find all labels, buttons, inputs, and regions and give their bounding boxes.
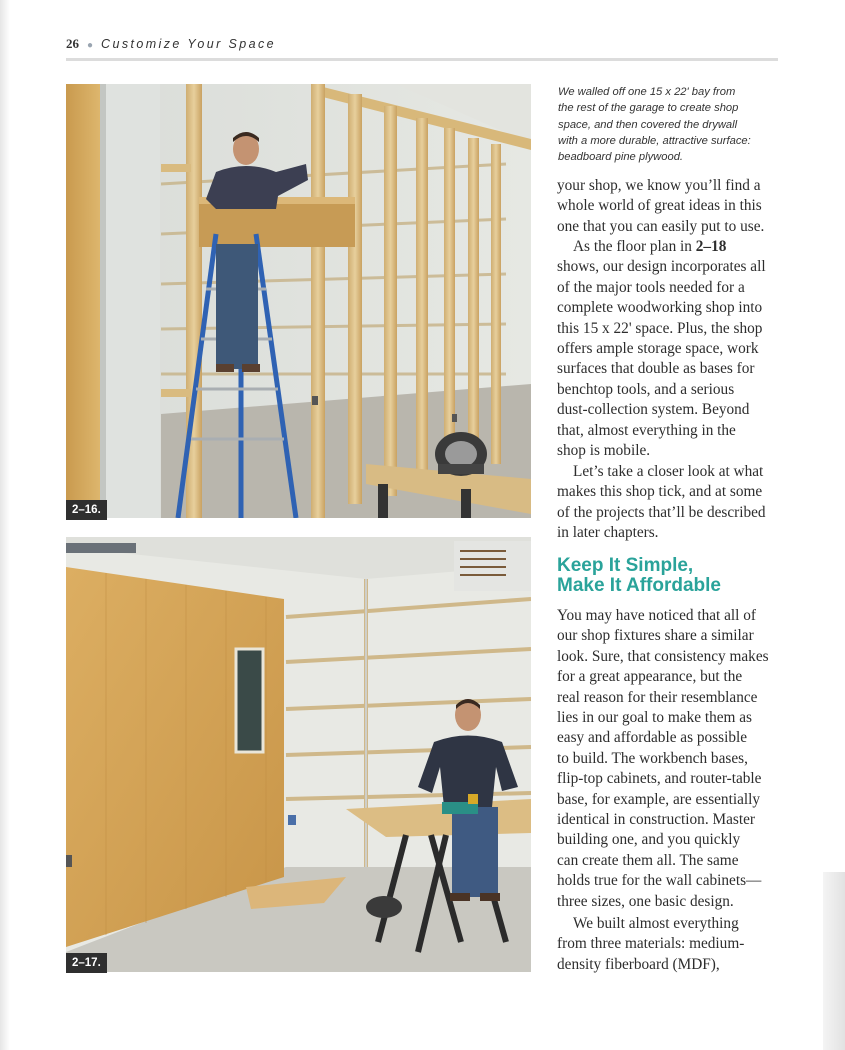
text-line: density fiberboard (MDF),: [557, 955, 720, 973]
caption-line: space, and then covered the drywall: [558, 118, 738, 131]
text-line: look. Sure, that consistency makes: [557, 647, 769, 665]
text-line: We built almost everything: [573, 915, 739, 932]
header-rule: [66, 58, 778, 61]
page-number: 26: [66, 36, 79, 51]
caption-line: We walled off one 15 x 22' bay from: [558, 86, 736, 98]
text-line: holds true for the wall cabinets—: [557, 872, 762, 890]
text-line: for a great appearance, but the: [557, 668, 743, 686]
text-line: [557, 237, 781, 257]
text-line: benchtop tools, and a serious: [557, 380, 735, 398]
text-line: lies in our goal to make them as: [557, 709, 752, 727]
caption-line: with a more durable, attractive surface:: [558, 134, 751, 147]
text-line: surfaces that double as bases for: [557, 360, 755, 378]
figure-label-2-17: 2–17.: [66, 953, 107, 973]
section-heading: [557, 556, 787, 596]
text-line: building one, and you quickly: [557, 831, 741, 849]
photo-finished-shop-wall: [66, 537, 531, 972]
text-span: As the floor plan in: [573, 238, 696, 255]
figure-reference: 2–18: [695, 238, 727, 255]
text-line: this 15 x 22' space. Plus, the shop: [557, 319, 763, 337]
text-line: in later chapters.: [557, 524, 659, 542]
text-line: three sizes, one basic design.: [557, 892, 734, 910]
text-line: to build. The workbench bases,: [557, 749, 748, 767]
text-line: our shop fixtures share a similar: [557, 627, 754, 645]
bullet-icon: ●: [87, 40, 94, 51]
body-paragraph-4: [557, 606, 781, 912]
page-gutter-shadow: [0, 0, 10, 1050]
text-line: dust-collection system. Beyond: [557, 401, 750, 419]
page-edge-tab: [823, 872, 845, 1050]
text-line: Let’s take a closer look at what: [573, 463, 764, 480]
text-line: offers ample storage space, work: [557, 340, 759, 358]
body-paragraph-1: [557, 176, 781, 237]
text-line: can create them all. The same: [557, 851, 739, 869]
photo-framing-wall: [66, 84, 531, 518]
text-line: of the major tools needed for a: [557, 278, 745, 296]
text-line: shows, our design incorporates all: [557, 258, 766, 276]
text-line: shop is mobile.: [557, 442, 651, 460]
caption-line: beadboard pine plywood.: [558, 151, 684, 164]
text-line: that, almost everything in the: [557, 421, 736, 439]
text-line: flip-top cabinets, and router-table: [557, 770, 762, 788]
text-line: base, for example, are essentially: [557, 790, 761, 808]
heading-line: Keep It Simple,: [557, 555, 694, 576]
text-line: from three materials: medium-: [557, 935, 745, 953]
text-line: easy and affordable as possible: [557, 729, 748, 747]
body-paragraph-5: [557, 914, 781, 975]
photo-caption: [558, 84, 780, 165]
text-line: of the projects that’ll be described: [557, 503, 766, 521]
body-paragraph-2: [557, 237, 781, 461]
text-line: makes this shop tick, and at some: [557, 483, 763, 501]
text-line: real reason for their resemblance: [557, 688, 758, 706]
text-line: complete woodworking shop into: [557, 299, 763, 317]
text-line: identical in construction. Master: [557, 811, 755, 829]
text-line: one that you can easily put to use.: [557, 217, 765, 235]
heading-line: Make It Affordable: [557, 575, 721, 596]
figure-label-2-16: 2–16.: [66, 500, 107, 520]
caption-line: the rest of the garage to create shop: [558, 102, 739, 115]
text-line: whole world of great ideas in this: [557, 197, 762, 215]
text-line: You may have noticed that all of: [557, 607, 756, 624]
text-line: your shop, we know you’ll find a: [557, 177, 761, 194]
running-header: [66, 36, 778, 58]
section-title: Customize Your Space: [101, 37, 276, 51]
body-paragraph-3: [557, 462, 781, 544]
